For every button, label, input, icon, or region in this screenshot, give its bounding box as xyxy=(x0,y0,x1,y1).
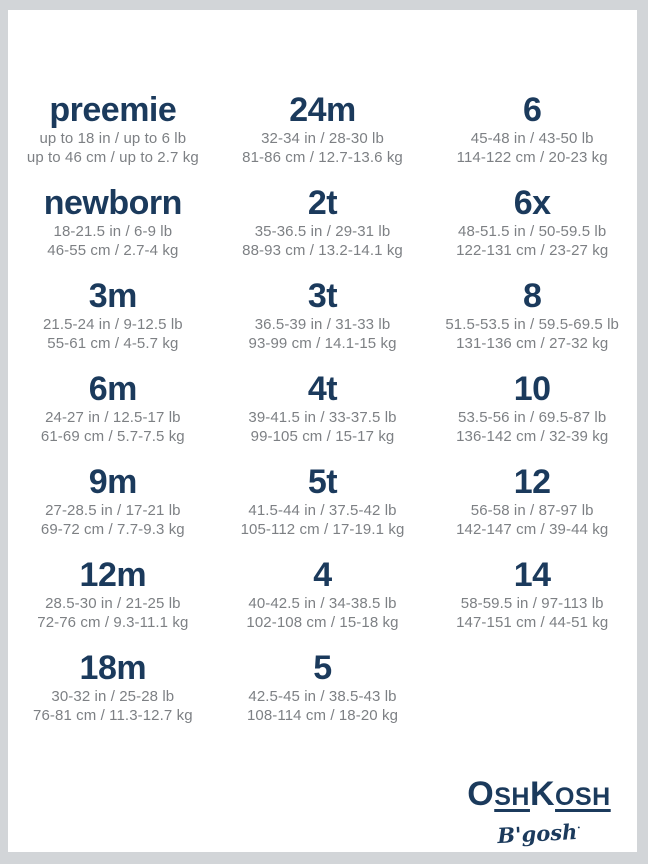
oshkosh-bgosh-logo xyxy=(459,775,619,849)
metric-measurements: 55-61 cm / 4-5.7 kg xyxy=(47,334,179,352)
metric-measurements: 102-108 cm / 15-18 kg xyxy=(246,613,399,631)
metric-measurements: 142-147 cm / 39-44 kg xyxy=(456,520,609,538)
imperial-measurements: 36.5-39 in / 31-33 lb xyxy=(254,316,391,333)
imperial-measurements: 30-32 in / 25-28 lb xyxy=(51,688,175,705)
metric-measurements: 147-151 cm / 44-51 kg xyxy=(456,613,609,631)
metric-measurements: 69-72 cm / 7.7-9.3 kg xyxy=(40,520,185,538)
logo-letter: K xyxy=(529,775,556,813)
size-label: 2t xyxy=(307,184,338,222)
size-column-2 xyxy=(218,90,428,741)
bgosh-script xyxy=(458,815,619,850)
size-entry-18m xyxy=(8,648,218,741)
size-column-3 xyxy=(427,90,637,741)
imperial-measurements: 18-21.5 in / 6-9 lb xyxy=(53,223,173,240)
size-entry-newborn xyxy=(8,183,218,276)
size-entry-9m xyxy=(8,462,218,555)
metric-measurements: 136-142 cm / 32-39 kg xyxy=(456,427,609,445)
size-entry-4t xyxy=(218,369,428,462)
size-entry-5t xyxy=(218,462,428,555)
bgosh-text: B'gosh xyxy=(496,819,578,849)
size-entry-5 xyxy=(218,648,428,741)
metric-measurements: 114-122 cm / 20-23 kg xyxy=(456,148,608,166)
size-label: 6 xyxy=(522,91,542,129)
size-label: 6x xyxy=(513,184,551,222)
metric-measurements: 81-86 cm / 12.7-13.6 kg xyxy=(242,148,403,166)
metric-measurements: 76-81 cm / 11.3-12.7 kg xyxy=(33,706,193,724)
imperial-measurements: 56-58 in / 87-97 lb xyxy=(470,502,594,519)
imperial-measurements: 21.5-24 in / 9-12.5 lb xyxy=(42,316,183,333)
metric-measurements: 46-55 cm / 2.7-4 kg xyxy=(47,241,179,259)
imperial-measurements: 39-41.5 in / 33-37.5 lb xyxy=(248,409,397,426)
imperial-measurements: up to 18 in / up to 6 lb xyxy=(39,130,187,147)
metric-measurements: 108-114 cm / 18-20 kg xyxy=(246,706,399,724)
imperial-measurements: 28.5-30 in / 21-25 lb xyxy=(45,595,181,612)
size-grid xyxy=(8,90,637,741)
metric-measurements: 131-136 cm / 27-32 kg xyxy=(456,334,609,352)
trademark-dot: · xyxy=(576,822,581,834)
size-label: 18m xyxy=(79,649,147,687)
metric-measurements: 88-93 cm / 13.2-14.1 kg xyxy=(242,241,403,259)
imperial-measurements: 58-59.5 in / 97-113 lb xyxy=(460,595,604,612)
metric-measurements: 61-69 cm / 5.7-7.5 kg xyxy=(40,427,185,445)
metric-measurements: 122-131 cm / 23-27 kg xyxy=(456,241,609,259)
size-chart-card xyxy=(8,10,637,852)
size-entry-6x xyxy=(427,183,637,276)
metric-measurements: up to 46 cm / up to 2.7 kg xyxy=(26,148,199,166)
imperial-measurements: 48-51.5 in / 50-59.5 lb xyxy=(458,223,607,240)
size-label: 9m xyxy=(88,463,137,501)
imperial-measurements: 35-36.5 in / 29-31 lb xyxy=(254,223,391,240)
size-label: preemie xyxy=(49,91,177,129)
size-entry-24m xyxy=(218,90,428,183)
imperial-measurements: 24-27 in / 12.5-17 lb xyxy=(45,409,181,426)
imperial-measurements: 53.5-56 in / 69.5-87 lb xyxy=(458,409,607,426)
imperial-measurements: 42.5-45 in / 38.5-43 lb xyxy=(248,688,397,705)
metric-measurements: 93-99 cm / 14.1-15 kg xyxy=(248,334,397,352)
imperial-measurements: 27-28.5 in / 17-21 lb xyxy=(45,502,181,519)
size-entry-4 xyxy=(218,555,428,648)
metric-measurements: 99-105 cm / 15-17 kg xyxy=(250,427,395,445)
oshkosh-wordmark xyxy=(459,777,619,818)
size-entry-6 xyxy=(427,90,637,183)
logo-letters-underlined: OSH xyxy=(555,783,611,811)
logo-letter: O xyxy=(467,775,495,813)
size-label: 5t xyxy=(307,463,338,501)
size-entry-8 xyxy=(427,276,637,369)
size-entry-3m xyxy=(8,276,218,369)
logo-letters-underlined: SH xyxy=(494,783,530,811)
size-label: 12m xyxy=(79,556,147,594)
size-entry-12 xyxy=(427,462,637,555)
size-entry-preemie xyxy=(8,90,218,183)
imperial-measurements: 45-48 in / 43-50 lb xyxy=(470,130,594,147)
size-entry-14 xyxy=(427,555,637,648)
imperial-measurements: 41.5-44 in / 37.5-42 lb xyxy=(248,502,397,519)
size-label: 3m xyxy=(88,277,137,315)
size-label: newborn xyxy=(43,184,182,222)
size-label: 4t xyxy=(307,370,338,408)
size-label: 4 xyxy=(313,556,332,594)
size-entry-3t xyxy=(218,276,428,369)
imperial-measurements: 40-42.5 in / 34-38.5 lb xyxy=(248,595,397,612)
size-label: 12 xyxy=(513,463,551,501)
size-entry-6m xyxy=(8,369,218,462)
size-label: 8 xyxy=(522,277,542,315)
size-label: 10 xyxy=(513,370,551,408)
size-label: 14 xyxy=(513,556,551,594)
size-label: 3t xyxy=(307,277,338,315)
size-entry-10 xyxy=(427,369,637,462)
size-entry-12m xyxy=(8,555,218,648)
size-label: 5 xyxy=(313,649,332,687)
imperial-measurements: 32-34 in / 28-30 lb xyxy=(261,130,384,147)
size-label: 6m xyxy=(88,370,137,408)
imperial-measurements: 51.5-53.5 in / 59.5-69.5 lb xyxy=(445,316,619,333)
size-entry-2t xyxy=(218,183,428,276)
size-label: 24m xyxy=(289,91,356,129)
metric-measurements: 105-112 cm / 17-19.1 kg xyxy=(240,520,405,538)
size-column-1 xyxy=(8,90,218,741)
metric-measurements: 72-76 cm / 9.3-11.1 kg xyxy=(37,613,189,631)
